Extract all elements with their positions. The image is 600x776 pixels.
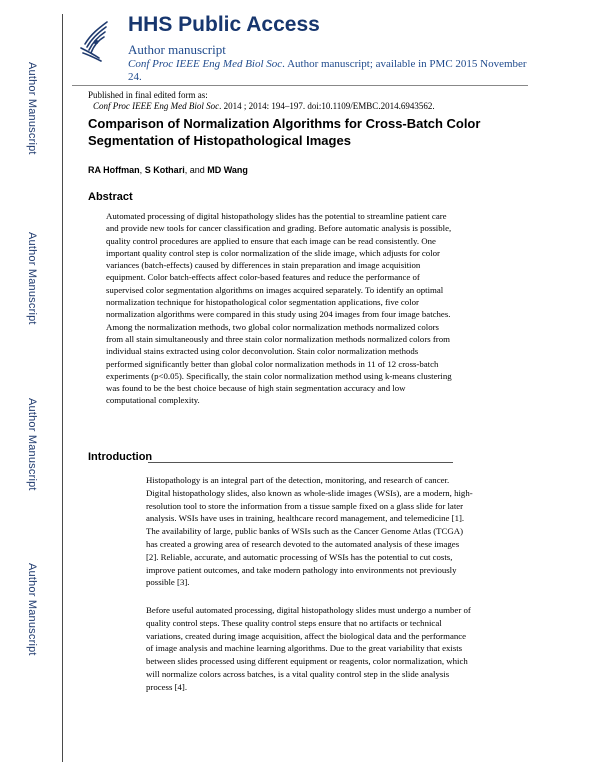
author-separator: ,	[139, 165, 145, 175]
author-kothari: S Kothari	[144, 165, 185, 175]
abstract-end-rule	[148, 462, 453, 463]
paragraph-line: The availability of large, public banks of WSIs such as the Cancer Genome Atlas (TCGA)	[146, 526, 464, 537]
abstract-line: was found to be the best choice because of high stain segmentation accuracy and low	[106, 383, 406, 394]
abstract-heading: Abstract	[88, 191, 133, 203]
header-rule	[72, 85, 528, 86]
side-label-author-manuscript-2: Author Manuscript	[26, 232, 38, 325]
paragraph-line: improve patient outcomes, and take modern pathology into environments not previously	[146, 564, 457, 575]
side-label-author-manuscript-4: Author Manuscript	[26, 563, 38, 656]
abstract-line: equipment. Color batch-effects affect color-based features and reduce the performance of	[106, 272, 420, 283]
author-list	[88, 165, 248, 175]
margin-divider	[62, 14, 63, 762]
author-manuscript-subtitle: Author manuscript	[128, 42, 226, 57]
paragraph-line: Digital histopathology slides, also known as whole-slide images (WSIs), are a modern, high-	[146, 487, 473, 498]
abstract-line: Automated processing of digital histopathology slides has the potential to streamline patient care	[106, 211, 447, 221]
paragraph-line: of image analysis and machine learning algorithms. Due to the great variability that exists	[146, 643, 463, 654]
hhs-eagle-logo-icon	[77, 18, 111, 62]
journal-name: Conf Proc IEEE Eng Med Biol Soc	[128, 58, 283, 70]
abstract-line: from all stain simultaneously and three stain color normalization methods normalized colors from	[106, 333, 450, 344]
intro-paragraph-2	[146, 604, 518, 694]
abstract-line: quality control procedures are applied to ensure that each image can be read consistently. One	[106, 235, 436, 246]
paragraph-line: Histopathology is an integral part of the detection, monitoring, and research of cancer.	[146, 475, 450, 485]
side-label-author-manuscript-1: Author Manuscript	[26, 62, 38, 155]
side-label-author-manuscript-3: Author Manuscript	[26, 398, 38, 491]
abstract-line: performed significantly better than global color normalization methods in 11 of 12 cross-batch	[106, 358, 439, 369]
introduction-heading: Introduction	[88, 451, 153, 463]
published-journal: Conf Proc IEEE Eng Med Biol Soc	[93, 101, 220, 111]
abstract-body	[106, 210, 520, 407]
availability-text-cont: 24.	[128, 71, 142, 83]
abstract-line: important quality control step is color normalization of the slide image, which adjusts for color	[106, 247, 440, 258]
paragraph-line: process [4].	[146, 681, 188, 692]
paragraph-line: resolution tool to store the information from a tissue sample fixed on a glass slide for later	[146, 500, 464, 511]
hhs-public-access-title: HHS Public Access	[128, 13, 320, 36]
abstract-line: supervised color segmentation algorithms on images acquired separately. To identify an optimal	[106, 284, 444, 295]
published-details: . 2014 ; 2014: 194–197. doi:10.1109/EMBC.2014.6943562.	[219, 101, 435, 111]
paper-title-line-1: Comparison of Normalization Algorithms for Cross-Batch Color	[88, 116, 481, 131]
paper-title	[88, 115, 518, 149]
paragraph-line: will normalize colors across batches, is a vital quality control step in the slide analysis	[146, 668, 450, 679]
abstract-line: individual stains extracted using color deconvolution. Stain color normalization methods	[106, 346, 419, 357]
paragraph-line: variations, created during image acquisition, affect the biological data and the performance	[146, 630, 467, 641]
published-citation	[88, 101, 435, 112]
abstract-line: computational complexity.	[106, 395, 200, 406]
paragraph-line: [2]. Reliable, accurate, and automatic processing of WSIs has the potential to cut costs,	[146, 551, 453, 562]
abstract-line: normalization algorithms were compared in this study using 204 images from four image batches.	[106, 309, 451, 320]
paragraph-line: between slides processed using different equipment or reagents, color normalization, which	[146, 656, 468, 667]
paragraph-line: possible [3].	[146, 577, 190, 588]
intro-paragraph-1	[146, 474, 518, 589]
abstract-line: variances (batch-effects) caused by differences in stain preparation and image acquisition	[106, 260, 421, 271]
abstract-line: normalization technique for histopathological color segmentation applications, five color	[106, 297, 419, 308]
availability-text: . Author manuscript; available in PMC 2015 November	[282, 58, 527, 70]
abstract-line: and provide new tools for cancer classification and grading. Before automatic analysis is possible,	[106, 223, 452, 234]
published-info	[88, 90, 435, 112]
paragraph-line: analysis. WSIs have uses in training, healthcare record management, and telemedicine [1].	[146, 513, 465, 524]
paragraph-line: Before useful automated processing, digital histopathology slides must undergo a number of	[146, 605, 471, 615]
abstract-line: experiments (p<0.05). Specifically, the stain color normalization method using k-means clustering	[106, 370, 452, 381]
paragraph-line: has created a growing area of research devoted to the automated analysis of these images	[146, 538, 460, 549]
author-wang: MD Wang	[207, 165, 248, 175]
author-hoffman: RA Hoffman	[88, 165, 140, 175]
author-separator: , and	[184, 165, 208, 175]
abstract-line: Among the normalization methods, two global color normalization methods normalized colors	[106, 321, 439, 332]
published-label: Published in final edited form as:	[88, 90, 208, 100]
paper-title-line-2: Segmentation of Histopathological Images	[88, 133, 351, 148]
manuscript-availability	[128, 58, 528, 84]
paragraph-line: quality control steps. These quality control steps ensure that no artifacts or technical	[146, 617, 442, 628]
